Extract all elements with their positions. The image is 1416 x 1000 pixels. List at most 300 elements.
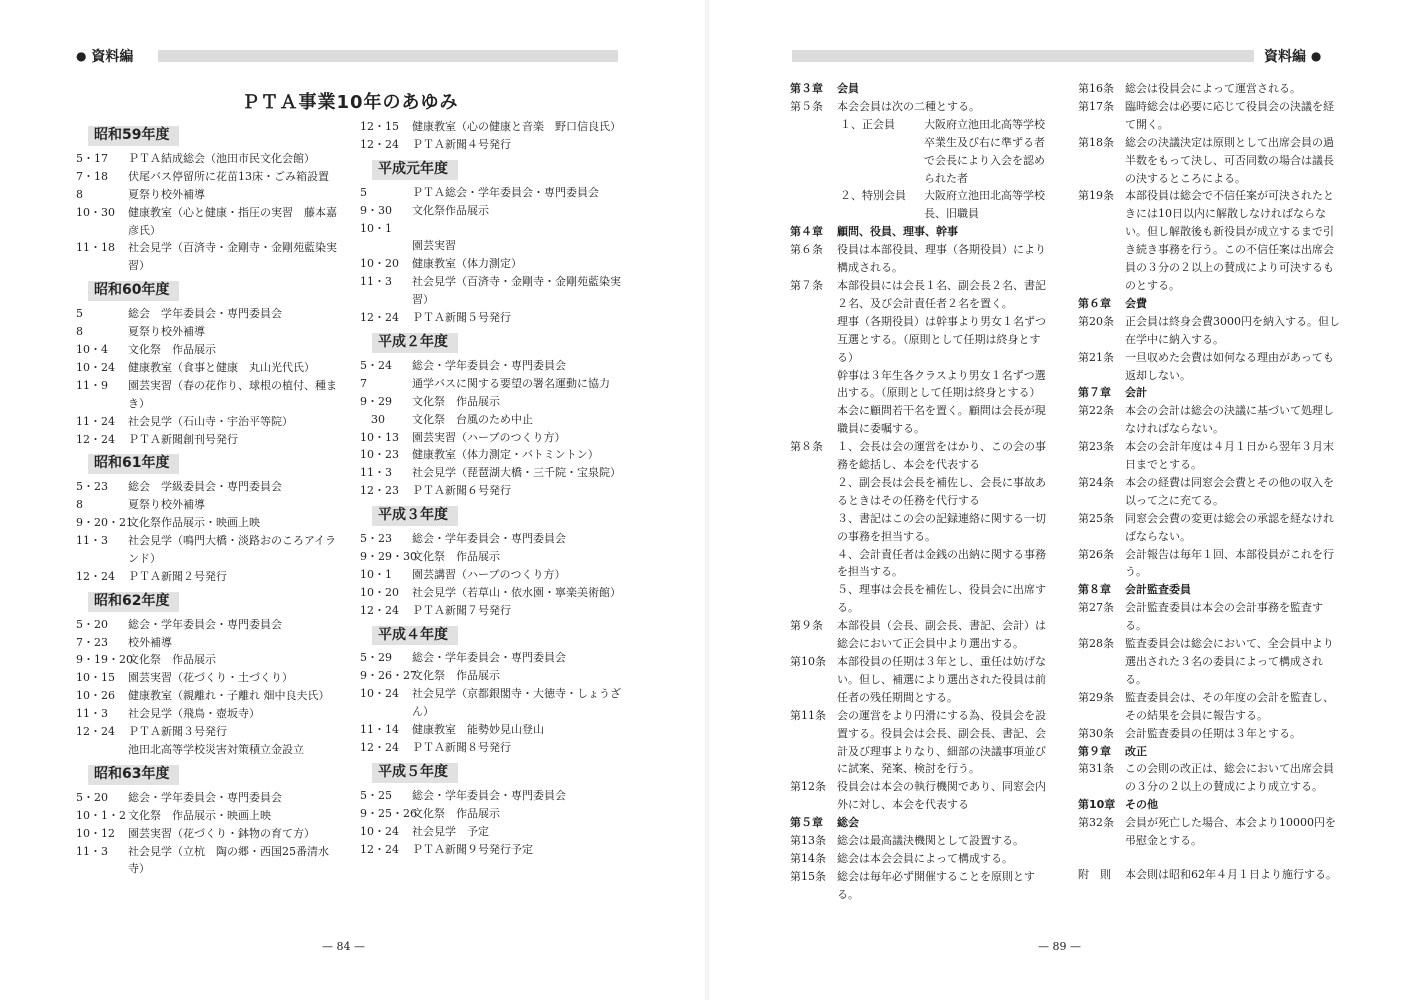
entry-date: 10・1・2	[76, 808, 126, 822]
entry-text: 文化祭 作品展示	[128, 653, 216, 667]
chapter-heading	[1078, 743, 1340, 761]
timeline-entry	[76, 669, 338, 687]
entry-text: 健康教室（体力測定・バトミントン）	[412, 448, 599, 462]
text: 第31条	[1078, 762, 1114, 776]
entry-date: 11・3	[360, 466, 392, 480]
chapter-heading	[1078, 581, 1340, 599]
entry-date: 12・24	[360, 741, 399, 754]
timeline-entry	[360, 548, 622, 566]
text: 第25条	[1078, 511, 1114, 525]
article	[1078, 635, 1340, 689]
timeline-entry	[76, 634, 338, 652]
article	[790, 868, 1052, 904]
entry-date: 10・20	[360, 257, 399, 271]
text: 第19条	[1078, 189, 1114, 203]
timeline-entry	[76, 514, 338, 532]
text: 会計	[1125, 386, 1147, 400]
text: 第７条	[790, 278, 823, 292]
timeline-entry	[360, 721, 622, 739]
text: 第９章	[1078, 744, 1111, 758]
text: 会計監査委員は本会の会計事務を監査する。	[1125, 601, 1323, 633]
article	[790, 98, 1052, 116]
timeline-entry	[76, 789, 338, 807]
article	[1078, 689, 1340, 725]
text: 会の運営をより円滑にする為、役員会を設置する。役員会は会長、副会長、書記、会計及び理事よりなり、細部の決議事項並びに試案、発案、検討を行う。	[837, 708, 1046, 776]
timeline-entry	[360, 136, 622, 154]
text: 第26条	[1078, 547, 1114, 561]
entry-text: 社会見学（石山寺・宇治平等院）	[128, 414, 293, 428]
entry-date: 10・24	[360, 824, 399, 838]
text: 本会会員は次の二種とする。	[837, 99, 980, 113]
text: 第15条	[790, 869, 826, 883]
text: 第11条	[790, 708, 826, 722]
text: 総会は本会会員によって構成する。	[837, 851, 1013, 865]
text: 第27条	[1078, 601, 1114, 615]
entry-text: ＰＴＡ新聞７号発行	[412, 603, 511, 617]
entry-date: 10・4	[76, 342, 108, 356]
text: 一旦収めた会費は如何なる理由があっても返却しない。	[1125, 350, 1334, 382]
timeline-entry	[76, 496, 338, 514]
entry-date: 5・25	[360, 788, 392, 802]
article-paragraph: ３、書記はこの会の記録連絡に関する一切の事務を担当する。	[837, 511, 1046, 543]
entry-text: 総会・学年委員会・専門委員会	[412, 788, 566, 802]
text: 附 則	[1078, 867, 1111, 881]
article-paragraph: ５、理事は会長を補佐し、役員会に出席する。	[837, 583, 1046, 615]
entry-date: 10・26	[76, 689, 115, 703]
entry-text: 池田北高等学校災害対策積立金設立	[128, 743, 304, 756]
timeline-entry	[360, 566, 622, 584]
timeline-entry	[360, 805, 622, 823]
article	[790, 778, 1052, 814]
entry-text: 総会・学年委員会・専門委員会	[128, 790, 282, 804]
entry-text: ＰＴＡ新聞８号発行	[412, 741, 511, 754]
text: 会計監査委員	[1125, 583, 1191, 597]
entry-date: 12・24	[76, 725, 115, 739]
entry-date: 11・24	[76, 414, 115, 428]
text: 第17条	[1078, 99, 1114, 113]
text: 総会は役員会によって運営される。	[1125, 82, 1301, 95]
entry-date: 12・24	[76, 432, 115, 446]
supplementary-provision	[1078, 866, 1340, 884]
text: 顧問、役員、理事、幹事	[837, 225, 958, 239]
right-page	[708, 0, 1416, 1000]
text: 会員	[837, 82, 859, 95]
entry-date: 5・24	[360, 358, 392, 372]
entry-text: 園芸講習（ハーブのつくり方）	[412, 567, 566, 581]
chapter-heading	[790, 814, 1052, 832]
timeline-entry	[76, 413, 338, 431]
entry-text: ＰＴＡ新聞９号発行予定	[412, 842, 533, 856]
entry-text: 健康教室（食事と健康 丸山光代氏）	[128, 360, 315, 374]
article	[1078, 80, 1340, 98]
timeline-entry	[360, 584, 622, 602]
timeline-entry	[360, 220, 622, 238]
text: 役員は本部役員、理事（各期役員）により構成される。	[837, 243, 1046, 275]
entry-text: ＰＴＡ新聞創刊号発行	[128, 432, 238, 446]
article	[1078, 98, 1340, 134]
article-paragraph: 本会に顧問若干名を置く。顧問は会長が現職員に委嘱する。	[837, 404, 1046, 436]
entry-date: 10・23	[360, 448, 399, 462]
text: 第24条	[1078, 475, 1114, 489]
entry-text: 文化祭 作品展示・映画上映	[128, 808, 271, 822]
entry-text: 文化祭作品展示・映画上映	[128, 516, 260, 530]
page-number: — 84 —	[322, 940, 365, 953]
entry-date: 9・26・27	[360, 669, 417, 683]
text: 本会の会計年度は４月１日から翌年３月末日までとする。	[1125, 440, 1334, 472]
entry-date: 7・23	[76, 635, 108, 649]
rules-column-1	[790, 80, 1052, 904]
article	[1078, 313, 1340, 349]
timeline-entry	[360, 202, 622, 220]
entry-text: 総会 学級委員会・専門委員会	[128, 480, 282, 494]
entry-date: 9・29・30	[360, 549, 417, 563]
timeline-entry	[360, 237, 622, 255]
era-heading: 昭和60年度	[88, 281, 179, 301]
text: 第14条	[790, 851, 826, 865]
timeline-entry	[76, 532, 338, 568]
timeline-entry	[76, 168, 338, 186]
timeline-entry	[76, 568, 338, 586]
chapter-heading	[1078, 384, 1340, 402]
entry-text: 園芸実習（ハーブのつくり方）	[412, 430, 566, 444]
text: 役員会は本会の執行機関であり、同窓会内外に対し、本会を代表する	[837, 780, 1046, 812]
text: 第３章	[790, 82, 823, 95]
entry-text: 社会見学（百済寺・金剛寺・金剛苑藍染実習）	[128, 241, 337, 273]
chapter-heading	[1078, 796, 1340, 814]
entry-date: 12・24	[360, 311, 399, 325]
entry-date: 8	[76, 498, 83, 512]
entry-text: 社会見学（飛鳥・壺坂寺）	[128, 707, 260, 721]
entry-date	[360, 237, 412, 255]
entry-date: 10・12	[76, 826, 115, 840]
timeline-entry	[360, 787, 622, 805]
entry-text: ＰＴＡ新聞４号発行	[412, 137, 511, 151]
timeline-entry	[76, 204, 338, 240]
text: 同窓会会費の変更は総会の承認を経なければならない。	[1125, 511, 1334, 543]
article-paragraph: 理事（各期役員）は幹事より男女１名ずつ互選とする。（原則として任期は終身とする）	[837, 314, 1046, 364]
text: １、正会員	[840, 117, 895, 131]
entry-text: ＰＴＡ結成総会（池田市民文化会館）	[128, 151, 315, 165]
entry-date: 11・3	[360, 275, 392, 289]
text: 第29条	[1078, 690, 1114, 704]
timeline-entry	[360, 357, 622, 375]
article	[790, 438, 1052, 474]
timeline-entry	[76, 239, 338, 275]
article	[1078, 134, 1340, 188]
text: 監査委員会は、その年度の会計を監査し、その結果を会員に報告する。	[1125, 690, 1334, 722]
text: 第32条	[1078, 816, 1114, 830]
entry-text: 健康教室（体力測定）	[412, 257, 522, 271]
timeline-entry	[360, 393, 622, 411]
entry-date: 5・20	[76, 617, 108, 631]
entry-text: 健康教室（心と健康・指圧の実習 藤本嘉彦氏）	[128, 205, 337, 237]
entry-date: 12・15	[360, 120, 399, 133]
timeline-entry	[360, 482, 622, 500]
era-heading: 平成２年度	[372, 333, 458, 353]
timeline-entry	[76, 651, 338, 669]
article	[790, 707, 1052, 779]
entry-text: 校外補導	[128, 635, 172, 649]
entry-text: 総会・学年委員会・専門委員会	[412, 358, 566, 372]
article	[1078, 599, 1340, 635]
entry-text: 文化祭 作品展示	[412, 669, 500, 683]
membership-item	[790, 116, 1052, 188]
timeline-entry	[76, 186, 338, 204]
article	[1078, 546, 1340, 582]
timeline-entry	[360, 309, 622, 327]
timeline-entry	[76, 687, 338, 705]
timeline-entry	[360, 649, 622, 667]
entry-date: 9・25・26	[360, 806, 417, 820]
timeline-entry	[76, 341, 338, 359]
entry-text: 園芸実習	[412, 239, 456, 253]
text: 第５条	[790, 99, 823, 113]
entry-date: 30	[360, 412, 385, 426]
entry-text: 社会見学（琵琶湖大橋・三千院・宝泉院）	[412, 466, 621, 480]
timeline-entry	[76, 616, 338, 634]
text: 本会則は昭和62年４月１日より施行する。	[1125, 867, 1337, 881]
entry-text: 文化祭 作品展示	[128, 342, 216, 356]
article	[1078, 402, 1340, 438]
text: 第12条	[790, 780, 826, 794]
membership-item	[790, 187, 1052, 223]
entry-date: 11・14	[360, 723, 399, 737]
entry-date: 10・24	[360, 687, 399, 701]
timeline-entry	[76, 478, 338, 496]
entry-text: 総会・学年委員会・専門委員会	[128, 617, 282, 631]
timeline-entry	[360, 464, 622, 482]
article-paragraph: 幹事は３年生各クラスより男女１名ずつ選出する。（原則として任期は終身とする）	[837, 368, 1046, 400]
entry-text: 健康教室（心の健康と音楽 野口信良氏）	[412, 120, 621, 133]
entry-date: 5・23	[76, 480, 108, 494]
entry-text: 社会見学（鳴門大橋・淡路おのころアイランド）	[128, 534, 337, 565]
text: 第９条	[790, 619, 823, 633]
entry-text: 健康教室（親離れ・子離れ 畑中良夫氏）	[128, 689, 330, 703]
entry-text: ＰＴＡ新聞６号発行	[412, 484, 511, 498]
entry-date	[76, 741, 128, 759]
timeline-column-1	[76, 120, 338, 878]
text: 総会	[837, 816, 859, 830]
text: 第18条	[1078, 135, 1114, 149]
article	[790, 241, 1052, 277]
article	[1078, 474, 1340, 510]
bullet-icon: ●	[1310, 49, 1322, 63]
text: 改正	[1125, 744, 1147, 758]
timeline-entry	[360, 273, 622, 309]
entry-date: 12・24	[360, 137, 399, 151]
article	[790, 617, 1052, 653]
text: 第４章	[790, 225, 823, 239]
entry-date: 5	[360, 185, 367, 199]
text: 第13条	[790, 834, 826, 848]
entry-text: 夏祭り校外補導	[128, 187, 205, 201]
timeline-entry	[360, 446, 622, 464]
entry-text: ＰＴＡ新聞３号発行	[128, 725, 227, 739]
article	[1078, 187, 1340, 294]
timeline-entry	[360, 184, 622, 202]
text: 本会の会計は総会の決議に基づいて処理しなければならない。	[1125, 404, 1334, 436]
entry-text: 社会見学（若草山・依水園・寧楽美術館）	[412, 585, 621, 599]
text: 大阪府立池田北高等学校長、旧職員	[924, 189, 1045, 221]
entry-date: 9・30	[360, 203, 392, 217]
article-paragraph: ４、会計責任者は金銭の出納に関する事務を担当する。	[837, 547, 1046, 579]
entry-date: 11・3	[76, 844, 108, 858]
entry-date: 8	[76, 325, 83, 339]
right-section-header	[1264, 46, 1321, 66]
entry-date: 9・20・21	[76, 516, 133, 530]
entry-text: 文化祭 作品展示	[412, 394, 500, 408]
entry-text: 社会見学 予定	[412, 824, 489, 838]
entry-text: 社会見学（立杭 陶の郷・西国25番清水寺）	[128, 844, 329, 876]
entry-date: 10・20	[360, 585, 399, 599]
text: 本部役員の任期は３年とし、重任は妨げない。但し、補選により選出された役員は前任者の残任期間とする。	[837, 655, 1046, 704]
text: 臨時総会は必要に応じて役員会の決議を経て開く。	[1125, 99, 1334, 131]
entry-text: ＰＴＡ新聞５号発行	[412, 311, 511, 325]
era-heading: 平成元年度	[372, 160, 458, 180]
entry-date: 12・24	[360, 603, 399, 617]
entry-date: 10・15	[76, 671, 115, 685]
timeline-entry	[76, 723, 338, 741]
entry-date: 7	[360, 376, 367, 390]
chapter-heading	[790, 80, 1052, 98]
page-title: ＰＴＡ事業10年のあゆみ	[241, 92, 459, 113]
timeline-entry	[360, 118, 622, 136]
timeline-entry	[76, 705, 338, 723]
entry-text: ＰＴＡ新聞２号発行	[128, 569, 227, 583]
timeline-entry	[360, 429, 622, 447]
article	[1078, 814, 1340, 850]
entry-date: 5・17	[76, 151, 108, 165]
text: 第６条	[790, 243, 823, 257]
entry-text: 総会 学年委員会・専門委員会	[128, 307, 282, 321]
chapter-heading	[790, 223, 1052, 241]
timeline-entry	[76, 807, 338, 825]
entry-text: 社会見学（京都銀閣寺・大徳寺・しょうざん）	[412, 687, 621, 719]
text: 第７章	[1078, 386, 1111, 400]
article	[1078, 349, 1340, 385]
left-section-header	[76, 46, 133, 66]
timeline-entry	[360, 739, 622, 757]
text: １、会長は会の運営をはかり、この会の事務を総括し、本会を代表する	[837, 440, 1046, 472]
era-heading: 昭和61年度	[88, 454, 179, 474]
entry-date: 5・20	[76, 790, 108, 804]
bullet-icon: ●	[76, 49, 87, 63]
text: 第16条	[1078, 82, 1114, 95]
timeline-column-2	[360, 118, 622, 858]
timeline-entry	[76, 305, 338, 323]
text: 正会員は終身会費3000円を納入する。但し在学中に納入する。	[1125, 314, 1340, 346]
entry-text: 園芸実習（春の花作り、球根の植付、種まき）	[128, 378, 337, 410]
entry-text: 社会見学（百済寺・金剛寺・金剛苑藍染実習）	[412, 275, 621, 307]
page-number: — 89 —	[1038, 940, 1081, 953]
entry-date: 10・1	[360, 221, 392, 235]
text: 第21条	[1078, 350, 1114, 364]
timeline-entry	[76, 825, 338, 843]
entry-date: 10・24	[76, 360, 115, 374]
era-heading: 昭和62年度	[88, 592, 179, 612]
text: 第23条	[1078, 440, 1114, 454]
timeline-entry	[76, 150, 338, 168]
entry-date: 8	[76, 187, 83, 201]
article	[790, 850, 1052, 868]
entry-text: 夏祭り校外補導	[128, 498, 205, 512]
era-heading: 昭和63年度	[88, 765, 179, 785]
text: 第22条	[1078, 404, 1114, 418]
timeline-entry	[76, 843, 338, 879]
entry-text: 健康教室 能勢妙見山登山	[412, 723, 544, 737]
entry-date: 12・24	[76, 569, 115, 583]
timeline-entry	[76, 741, 338, 759]
header-band	[792, 50, 1254, 62]
entry-text: 夏祭り校外補導	[128, 325, 205, 339]
text: その他	[1125, 798, 1158, 812]
section-label: 資料編	[91, 49, 134, 65]
text: 第10条	[790, 655, 826, 668]
entry-date: 10・1	[360, 567, 392, 581]
entry-text: 総会・学年委員会・専門委員会	[412, 651, 566, 665]
timeline-entry	[76, 323, 338, 341]
entry-date: 9・29	[360, 394, 392, 408]
timeline-entry	[76, 359, 338, 377]
timeline-entry	[360, 685, 622, 721]
entry-date: 5・23	[360, 532, 392, 546]
entry-text: 文化祭 作品展示	[412, 806, 500, 820]
era-heading: 昭和59年度	[88, 126, 179, 146]
text: 第10章	[1078, 798, 1116, 812]
entry-date: 11・3	[76, 707, 108, 721]
article	[790, 832, 1052, 850]
chapter-heading	[1078, 295, 1340, 313]
entry-date: 11・3	[76, 534, 108, 548]
timeline-entry	[360, 823, 622, 841]
timeline-entry	[360, 255, 622, 273]
article	[1078, 438, 1340, 474]
entry-date: 12・24	[360, 842, 399, 856]
left-page	[0, 0, 706, 1000]
entry-date: 10・30	[76, 205, 115, 219]
section-label: 資料編	[1264, 49, 1306, 65]
entry-text: 文化祭作品展示	[412, 203, 489, 217]
text: 会計報告は毎年１回、本部役員がこれを行う。	[1125, 547, 1334, 579]
timeline-entry	[360, 667, 622, 685]
entry-date: 5・29	[360, 651, 392, 665]
timeline-entry	[360, 411, 622, 429]
entry-date: 10・13	[360, 430, 399, 444]
entry-date: 9・19・20	[76, 653, 133, 667]
timeline-entry	[76, 431, 338, 449]
entry-date: 12・23	[360, 484, 399, 498]
text: 本部役員は総会で不信任案が可決されたときには10日以内に解散しなければならない。但し解散後も新役員が成立するまで引き続き事務を行う。この不信任案は出席会員の３分の２以上の賛成により可決するものとする。	[1125, 189, 1334, 292]
header-band	[158, 50, 618, 62]
entry-text: 総会・学年委員会・専門委員会	[412, 532, 566, 546]
text: 第30条	[1078, 726, 1114, 740]
text: 第28条	[1078, 637, 1114, 651]
text: 本部役員には会長１名、副会長２名、書記２名、及び会計責任者２名を置く。	[837, 278, 1046, 310]
text: 総会は毎年必ず開催することを原則とする。	[837, 869, 1035, 901]
entry-text: 文化祭 作品展示	[412, 549, 500, 563]
timeline-entry	[360, 841, 622, 859]
timeline-entry	[360, 375, 622, 393]
text: 第５章	[790, 816, 823, 830]
text: 会費	[1125, 296, 1147, 310]
text: 第８条	[790, 440, 823, 454]
timeline-entry	[360, 530, 622, 548]
article	[1078, 760, 1340, 796]
entry-text: 園芸実習（花づくり・土づくり）	[128, 671, 293, 685]
entry-date: 11・18	[76, 241, 115, 255]
text: 総会は最高議決機関として設置する。	[837, 834, 1024, 848]
article	[1078, 725, 1340, 743]
